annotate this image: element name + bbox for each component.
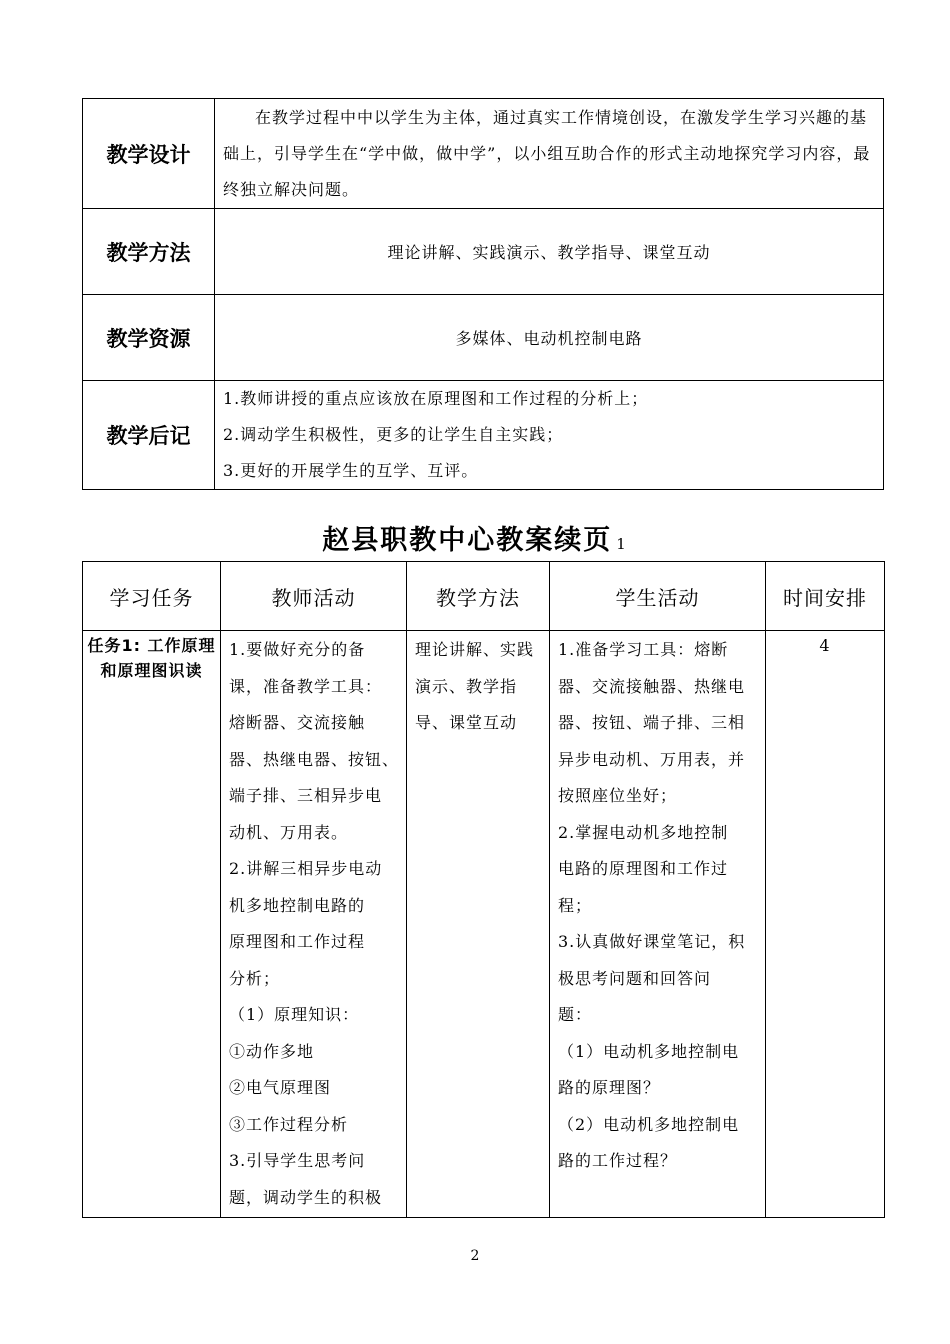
line: 异步电动机、万用表，并 bbox=[558, 749, 746, 769]
line: 3.认真做好课堂笔记，积 bbox=[558, 932, 746, 951]
time-cell: 4 bbox=[766, 631, 885, 1218]
line: 路的工作过程？ bbox=[558, 1151, 678, 1170]
resource-text: 多媒体、电动机控制电路 bbox=[215, 295, 884, 381]
line: ③工作过程分析 bbox=[229, 1114, 349, 1134]
task-cell: 任务1: 工作原理和原理图识读 bbox=[83, 631, 221, 1218]
lesson-info-table bbox=[82, 98, 884, 490]
line: 理论讲解、实践 bbox=[415, 640, 535, 659]
teacher-activity-lines bbox=[222, 632, 405, 1216]
page-title-text: 赵县职教中心教案续页 bbox=[322, 525, 613, 556]
line: 熔断器、交流接触 bbox=[229, 713, 366, 732]
notes-line: 1.教师讲授的重点应该放在原理图和工作过程的分析上； bbox=[223, 389, 649, 408]
line: 按照座位坐好； bbox=[558, 786, 678, 805]
line: 题： bbox=[558, 1005, 593, 1024]
line: 器、交流接触器、热继电 bbox=[558, 676, 746, 696]
line: 端子排、三相异步电 bbox=[229, 786, 383, 805]
line: 原理图和工作过程 bbox=[229, 932, 366, 951]
method-cell bbox=[407, 631, 550, 1218]
notes-line: 3.更好的开展学生的互学、互评。 bbox=[223, 461, 479, 480]
notes-cell bbox=[215, 381, 884, 490]
page-title-suffix: 1 bbox=[616, 535, 628, 553]
line: 极思考问题和回答问 bbox=[558, 968, 712, 988]
line: 导、课堂互动 bbox=[415, 713, 518, 732]
header-method: 教学方法 bbox=[407, 562, 550, 631]
teacher-activity-cell bbox=[221, 631, 407, 1218]
line: （2）电动机多地控制电 bbox=[558, 1114, 740, 1134]
line: 动机、万用表。 bbox=[229, 822, 349, 842]
student-activity-cell bbox=[550, 631, 766, 1218]
line: 机多地控制电路的 bbox=[229, 895, 366, 915]
line: 分析； bbox=[229, 968, 281, 988]
header-student: 学生活动 bbox=[550, 562, 766, 631]
header-time: 时间安排 bbox=[766, 562, 885, 631]
line: 器、按钮、端子排、三相 bbox=[558, 713, 746, 732]
line: 3.引导学生思考问 bbox=[229, 1151, 366, 1170]
notes-line: 2.调动学生积极性，更多的让学生自主实践； bbox=[223, 425, 564, 444]
design-label: 教学设计 bbox=[83, 99, 215, 209]
line: 2.讲解三相异步电动 bbox=[229, 859, 383, 878]
line: ①动作多地 bbox=[229, 1041, 315, 1061]
header-teacher: 教师活动 bbox=[221, 562, 407, 631]
line: 2.掌握电动机多地控制 bbox=[558, 822, 729, 842]
design-text-cell bbox=[215, 99, 884, 209]
page-number: 2 bbox=[470, 1248, 480, 1264]
line: 程； bbox=[558, 895, 593, 915]
lesson-plan-table bbox=[82, 561, 885, 1218]
resource-label: 教学资源 bbox=[83, 295, 215, 381]
page-title bbox=[0, 518, 950, 557]
line: 演示、教学指 bbox=[415, 676, 518, 696]
student-activity-lines bbox=[551, 632, 764, 1180]
line: 课，准备教学工具： bbox=[229, 676, 383, 696]
design-text: 在教学过程中中以学生为主体，通过真实工作情境创设，在激发学生学习兴趣的基础上，引导学生在“学中做，做中学”，以小组互助合作的形式主动地探究学习内容，最终独立解决问题。 bbox=[223, 107, 871, 199]
line: （1）原理知识： bbox=[229, 1005, 360, 1024]
line: 1.准备学习工具：熔断 bbox=[558, 640, 729, 659]
method-label: 教学方法 bbox=[83, 209, 215, 295]
line: ②电气原理图 bbox=[229, 1078, 332, 1097]
notes-label: 教学后记 bbox=[83, 381, 215, 490]
header-task: 学习任务 bbox=[83, 562, 221, 631]
line: 电路的原理图和工作过 bbox=[558, 859, 729, 878]
line: 题，调动学生的积极 bbox=[229, 1187, 383, 1207]
line: 1.要做好充分的备 bbox=[229, 640, 366, 659]
method-text: 理论讲解、实践演示、教学指导、课堂互动 bbox=[215, 209, 884, 295]
line: 路的原理图？ bbox=[558, 1078, 661, 1097]
method-lines bbox=[408, 632, 548, 742]
line: 器、热继电器、按钮、 bbox=[229, 749, 400, 769]
line: （1）电动机多地控制电 bbox=[558, 1041, 740, 1061]
